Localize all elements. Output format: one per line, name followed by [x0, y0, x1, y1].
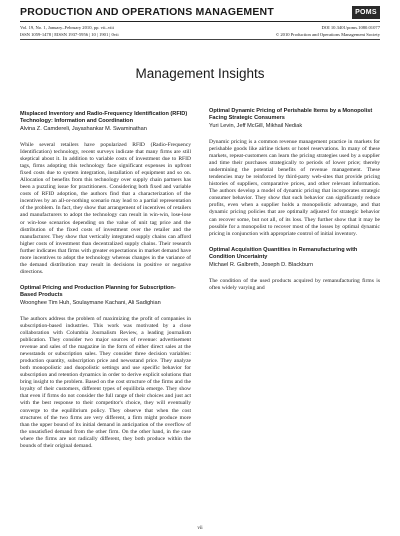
article-title: Optimal Dynamic Pricing of Perishable Items by a Monopolist Facing Strategic Consumers — [209, 108, 373, 121]
article-authors: Alvina Z. Camdereli, Jayashankar M. Swaminathan — [20, 126, 147, 132]
left-column — [20, 111, 191, 450]
article-body: Dynamic pricing is a common revenue management practice in markets for perishable goods like airline tickets or hotel reservations. In many of these markets, repeat-customers can learn the pricing strategies used by a supplier and time their purchases strategically to periods of lower price; thereby undermining the potential benefits of revenue management. These tendencies may be reinforced by third-party web-sites that provide pricing histories of suppliers, comparative prices, and other relevant information. The authors develop a model of dynamic pricing that incorporates strategic consumer behavior. They show that such behavior can significantly reduce profits, even when a supplier holds a monopolistic advantage, and that dynamic pricing policies that are optimally adjusted for strategic behavior can recover some, but not all, of its loss. They further show that it may be possible for a monopolist to recover most of the losses by optimal dynamic pricing in conjunction with appropriate control of initial inventory. — [209, 139, 380, 237]
article-2 — [20, 285, 191, 450]
article-4 — [209, 247, 380, 292]
volume-line: Vol. 19, No. 1, January–February 2010, pp. vii–viii — [20, 25, 114, 30]
article-title: Optimal Acquisition Quantities in Remanufacturing with Condition Uncertainty — [209, 246, 358, 260]
header-rule-bottom — [20, 39, 380, 40]
article-title: Misplaced Inventory and Radio-Frequency Identification (RFID) Technology: Information and Coordination — [20, 111, 188, 124]
article-body: While several retailers have popularized RFID (Radio-Frequency Identification) technology, recent surveys indicate that many firms are still skeptical about it. In addition to variable costs of investment due to RFID tags, firms adopting this technology face significant expenses in upfront fixed costs due to system integration, installation of equipment and so on. Allocation of benefits from this technology over supply chain partners has been a puzzling issue for practitioners. Considering both fixed and variable costs of RFID adoption, the authors find that a characterization of the incentives by an all-or-nothing scenario may lead to a partial representation of the problem. In fact, they show that arrangement of incentives of retailers and manufacturers to adopt the technology can result in win-win, lose-lose or win-lose scenarios depending on the value of unit tag price and the distribution of the fixed costs of investment over the retailer and the manufacturer. They show that vertically integrated supply chains can afford higher costs of investment than decentralized supply chains. Their research further indicates that firms with greater expectations in market demand have more incentives to adopt the technology whereas changes in the variance of the demand distribution may result in decisions in positive or negative directions. — [20, 142, 191, 275]
article-1 — [20, 111, 191, 276]
article-authors: Michael R. Galbreth, Joseph D. Blackburn — [209, 261, 314, 268]
article-authors: Woonghee Tim Huh, Soulaymane Kachani, Ali Sadighian — [20, 299, 161, 306]
article-title: Optimal Pricing and Production Planning for Subscription-Based Products — [20, 284, 176, 298]
page-number: vii — [197, 526, 203, 531]
article-body: The condition of the used products acquired by remanufacturing firms is often widely varying and — [209, 277, 380, 291]
header-rule — [20, 21, 380, 22]
issue-meta — [20, 25, 119, 38]
article-3 — [209, 108, 380, 238]
right-column — [209, 108, 380, 292]
poms-logo: POMS — [352, 6, 380, 19]
article-authors: Yuri Levin, Jeff McGill, Mikhail Nediak — [209, 123, 303, 129]
doi-meta — [276, 25, 380, 38]
copyright-line: © 2010 Production and Operations Management Society — [275, 31, 380, 37]
section-title: Management Insights — [135, 66, 265, 81]
article-body: The authors address the problem of maximizing the profit of companies in subscription-based industries. This work was motivated by a close collaboration with Columbia Journalism Review, a leading journalism publication. They consider two major sources of revenue: advertisement revenue and sales of the magazine in the form of either direct sales at the newsstands or subscription sales. They consider three decision variables: production quantity, subscription price and newsstand price. They analyze both monopolistic and duopolistic settings and use specific behavior for subscription and retention dynamics in order to derive explicit solutions that bring insight to the problem. Based on the cost structure of the firms and the loyalty of their customers, different types of equilibria emerge. They show that even if firms do not consider the full range of their choices and just act with the best response to their competitor's choice, they will eventually converge to the equilibrium policy. They observe that when the cost structures of the two firms are very different, a firm might produce more than the upper bound of its initial demand in anticipation of the overflow of the unsatisfied demand from the other firm. On the other hand, in the case where the firms are not radically different, they both produce within the bounds of their original demand. — [20, 315, 191, 449]
issn-line: ISSN 1059-1478 | EISSN 1937-5956 | 10 | 1901 | 0vii — [20, 31, 119, 37]
journal-title: PRODUCTION AND OPERATIONS MANAGEMENT — [20, 6, 274, 18]
doi-line: DOI 10.3401/poms.1080.01077 — [321, 25, 380, 30]
